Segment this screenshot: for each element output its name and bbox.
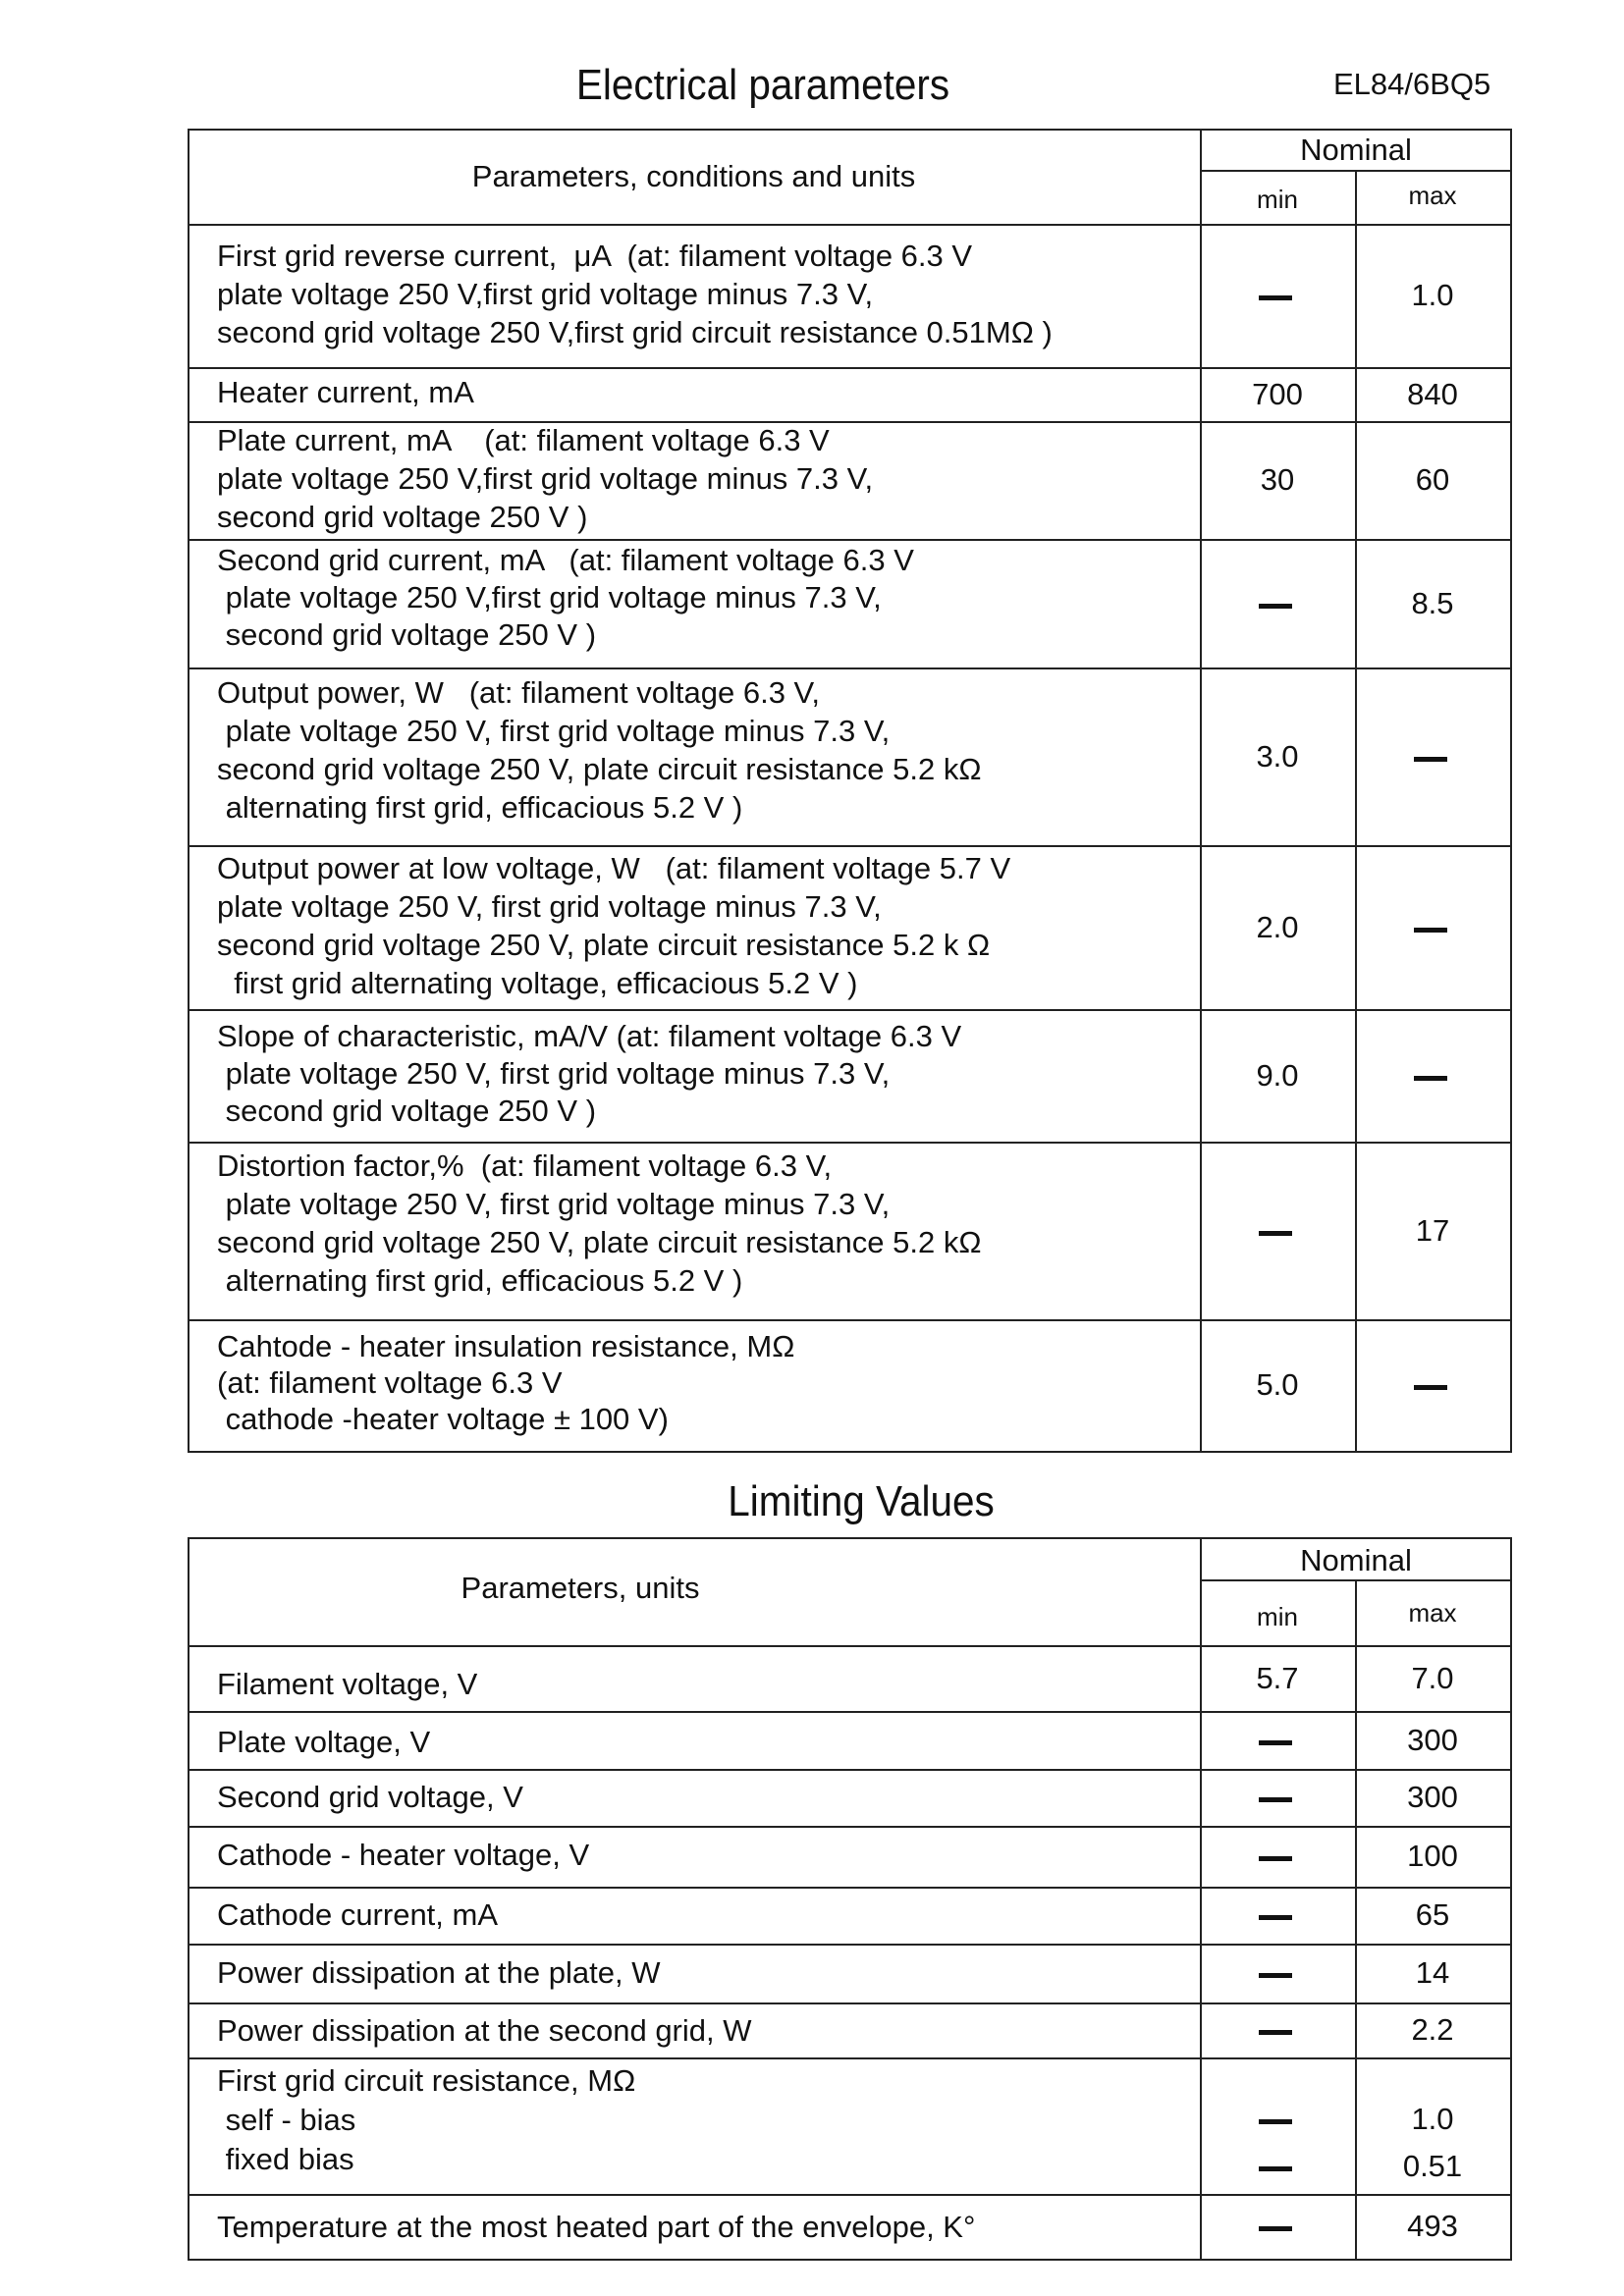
min-value-dash: [1259, 295, 1292, 300]
row-separator: [188, 367, 1512, 369]
row-separator: [188, 1009, 1512, 1011]
max-value: 2.2: [1411, 2012, 1454, 2047]
max-value-dash: [1414, 757, 1447, 762]
row-separator: [188, 2194, 1512, 2196]
min-value-dash: [1259, 1740, 1292, 1745]
max-value: 100: [1407, 1839, 1458, 1873]
column-header-nominal: Nominal: [1300, 133, 1412, 167]
table-border: [1200, 129, 1202, 1452]
parameter-condition: second grid voltage 250 V, plate circuit resistance 5.2 kΩ: [217, 1225, 982, 1259]
parameter-condition: second grid voltage 250 V ): [217, 1094, 597, 1128]
row-separator: [188, 1769, 1512, 1771]
row-separator: [188, 1711, 1512, 1713]
row-separator: [188, 2002, 1512, 2004]
parameter-name: Cathode current, mA: [217, 1897, 499, 1932]
row-separator: [188, 1887, 1512, 1889]
parameter-name: Filament voltage, V: [217, 1667, 478, 1701]
row-separator: [188, 1319, 1512, 1321]
limiting-values-title: Limiting Values: [728, 1477, 995, 1525]
row-separator: [188, 667, 1512, 669]
max-value: 300: [1407, 1722, 1458, 1757]
parameter-condition: cathode -heater voltage ± 100 V): [217, 1402, 669, 1436]
parameter-condition: first grid alternating voltage, efficacious 5.2 V ): [217, 966, 858, 1000]
min-value: 2.0: [1256, 909, 1299, 944]
row-separator: [188, 1826, 1512, 1828]
max-value: 840: [1407, 376, 1458, 411]
parameter-condition: second grid voltage 250 V ): [217, 617, 597, 652]
min-value: 700: [1252, 376, 1303, 411]
parameter-condition: second grid voltage 250 V,first grid circuit resistance 0.51MΩ ): [217, 315, 1053, 349]
parameter-condition: second grid voltage 250 V, plate circuit resistance 5.2 kΩ: [217, 752, 982, 786]
min-value-dash: [1259, 1973, 1292, 1978]
min-value-dash: [1259, 1797, 1292, 1802]
column-header-max: max: [1408, 1598, 1457, 1628]
row-separator: [188, 845, 1512, 847]
parameter-condition: plate voltage 250 V, first grid voltage minus 7.3 V,: [217, 1187, 891, 1221]
max-value: 60: [1415, 462, 1450, 497]
parameter-name: Output power, W (at: filament voltage 6.3 V,: [217, 675, 821, 710]
table-border: [1355, 170, 1357, 1452]
parameter-name: Plate voltage, V: [217, 1725, 431, 1759]
parameter-condition: (at: filament voltage 6.3 V: [217, 1365, 563, 1400]
column-header-nominal: Nominal: [1300, 1543, 1412, 1577]
min-value-dash: [1259, 2166, 1292, 2171]
min-value: 30: [1260, 462, 1295, 497]
max-value: 1.0: [1411, 278, 1454, 312]
parameter-name: First grid reverse current, μA (at: filament voltage 6.3 V: [217, 239, 973, 273]
parameter-name: Power dissipation at the second grid, W: [217, 2013, 752, 2048]
row-separator: [188, 1142, 1512, 1144]
table-border: [188, 2259, 1512, 2261]
parameter-condition: second grid voltage 250 V ): [217, 500, 588, 534]
parameter-condition: plate voltage 250 V, first grid voltage minus 7.3 V,: [217, 714, 891, 748]
parameter-name: First grid circuit resistance, MΩ: [217, 2063, 636, 2098]
parameter-name: Plate current, mA (at: filament voltage 6.3 V: [217, 423, 830, 457]
column-header-parameters: Parameters, units: [460, 1571, 700, 1605]
max-value: 300: [1407, 1780, 1458, 1814]
row-separator: [188, 539, 1512, 541]
row-separator: [188, 224, 1512, 226]
column-header-parameters: Parameters, conditions and units: [471, 159, 916, 193]
parameter-name: Power dissipation at the plate, W: [217, 1955, 661, 1990]
min-value: 5.7: [1256, 1660, 1299, 1695]
table-border: [1510, 129, 1512, 1452]
parameter-condition: alternating first grid, efficacious 5.2 V ): [217, 1263, 743, 1298]
min-value-dash: [1259, 2119, 1292, 2124]
column-header-min: min: [1257, 185, 1298, 214]
min-value-dash: [1259, 2030, 1292, 2035]
parameter-name: Output power at low voltage, W (at: filament voltage 5.7 V: [217, 851, 1011, 885]
min-value-dash: [1259, 1856, 1292, 1861]
row-separator: [188, 1645, 1512, 1647]
row-separator: [188, 2057, 1512, 2059]
parameter-name: Heater current, mA: [217, 375, 474, 409]
parameter-condition: alternating first grid, efficacious 5.2 V ): [217, 790, 743, 825]
table-border: [188, 129, 189, 1452]
parameter-condition: plate voltage 250 V,first grid voltage minus 7.3 V,: [217, 580, 882, 614]
max-value: 1.0: [1411, 2101, 1454, 2136]
table-border: [188, 1537, 1512, 1539]
table-border: [188, 1451, 1512, 1453]
max-value: 8.5: [1411, 585, 1454, 620]
parameter-condition: fixed bias: [217, 2142, 354, 2176]
min-value-dash: [1259, 604, 1292, 609]
parameter-condition: self - bias: [217, 2103, 356, 2137]
min-value-dash: [1259, 2226, 1292, 2231]
parameter-name: Second grid voltage, V: [217, 1780, 523, 1814]
parameter-name: Cahtode - heater insulation resistance, MΩ: [217, 1329, 795, 1363]
parameter-name: Slope of characteristic, mA/V (at: filament voltage 6.3 V: [217, 1019, 962, 1053]
max-value: 0.51: [1402, 2149, 1463, 2184]
parameter-condition: second grid voltage 250 V, plate circuit resistance 5.2 k Ω: [217, 928, 991, 962]
parameter-condition: plate voltage 250 V, first grid voltage minus 7.3 V,: [217, 1056, 891, 1091]
parameter-condition: plate voltage 250 V, first grid voltage minus 7.3 V,: [217, 889, 882, 924]
max-value-dash: [1414, 1385, 1447, 1390]
max-value-dash: [1414, 1076, 1447, 1081]
column-header-max: max: [1408, 181, 1457, 210]
parameter-name: Temperature at the most heated part of the envelope, K°: [217, 2210, 976, 2244]
parameter-condition: plate voltage 250 V,first grid voltage minus 7.3 V,: [217, 461, 874, 496]
tube-model: EL84/6BQ5: [1333, 67, 1491, 101]
min-value: 9.0: [1256, 1057, 1299, 1093]
row-separator: [188, 1944, 1512, 1946]
max-value: 17: [1415, 1212, 1450, 1248]
max-value-dash: [1414, 928, 1447, 933]
max-value: 65: [1415, 1897, 1450, 1932]
max-value: 14: [1415, 1955, 1450, 1990]
parameter-condition: plate voltage 250 V,first grid voltage minus 7.3 V,: [217, 277, 874, 311]
min-value: 3.0: [1256, 738, 1299, 774]
parameter-name: Cathode - heater voltage, V: [217, 1838, 590, 1872]
min-value-dash: [1259, 1915, 1292, 1920]
parameter-name: Second grid current, mA (at: filament voltage 6.3 V: [217, 543, 914, 577]
column-header-min: min: [1257, 1602, 1298, 1631]
page-title: Electrical parameters: [575, 61, 950, 109]
min-value-dash: [1259, 1231, 1292, 1236]
max-value: 493: [1407, 2209, 1458, 2243]
parameter-name: Distortion factor,% (at: filament voltage 6.3 V,: [217, 1148, 833, 1183]
min-value: 5.0: [1256, 1367, 1299, 1402]
max-value: 7.0: [1411, 1660, 1454, 1695]
table-border: [188, 129, 1512, 131]
